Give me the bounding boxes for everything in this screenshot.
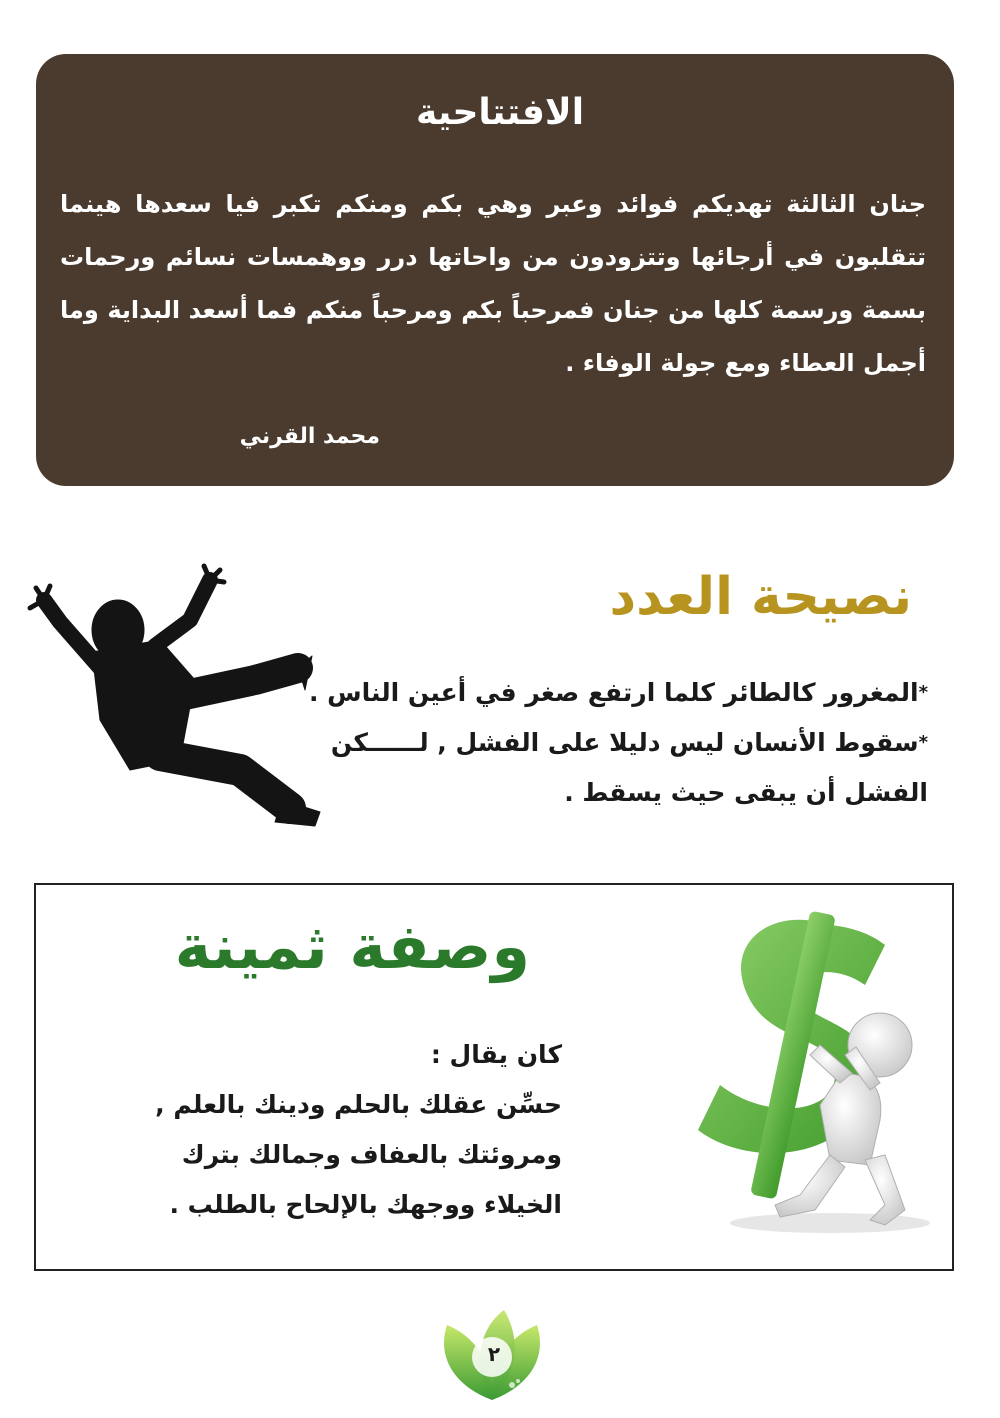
advice-list [300, 668, 928, 818]
recipe-intro: كان يقال : [430, 1040, 562, 1069]
advice-item-text: المغرور كالطائر كلما ارتفع صغر في أعين الناس . [308, 678, 919, 707]
advice-title: نصيحة العدد [609, 567, 912, 627]
star-icon: * [918, 732, 928, 753]
recipe-title: وصفة ثمينة [174, 910, 530, 983]
intro-body: جنان الثالثة تهديكم فوائد وعبر وهي بكم ومنكم تكبر فيا سعدها هينما تتقلبون في أرجائها وتتزودون من واحاتها درر ووهمسات نسائم ورحمات بسمة ورسمة كلها من جنان فمرحباً بكم ومرحباً منكم فما أسعد البداية وما أجمل العطاء ومع جولة الوفاء . [60, 190, 926, 377]
page-number: ٢ [487, 1342, 501, 1366]
advice-item [300, 668, 928, 718]
advice-item-text: سقوط الأنسان ليس دليلا على الفشل , لــــــكن الفشل أن يبقى حيث يسقط . [330, 728, 928, 807]
recipe-text [120, 1030, 562, 1230]
advice-item [300, 718, 928, 818]
falling-man-silhouette-icon [20, 560, 330, 830]
recipe-body: حسِّن عقلك بالحلم ودينك بالعلم , ومروئتك بالعفاف وجمالك بترك الخيلاء ووجهك بالإلحاح بالطلب . [155, 1090, 562, 1219]
intro-author: محمد القرني [239, 424, 380, 449]
intro-title: الافتتاحية [415, 92, 585, 133]
star-icon: * [918, 682, 928, 703]
person-carrying-dollar-icon [680, 905, 930, 1240]
